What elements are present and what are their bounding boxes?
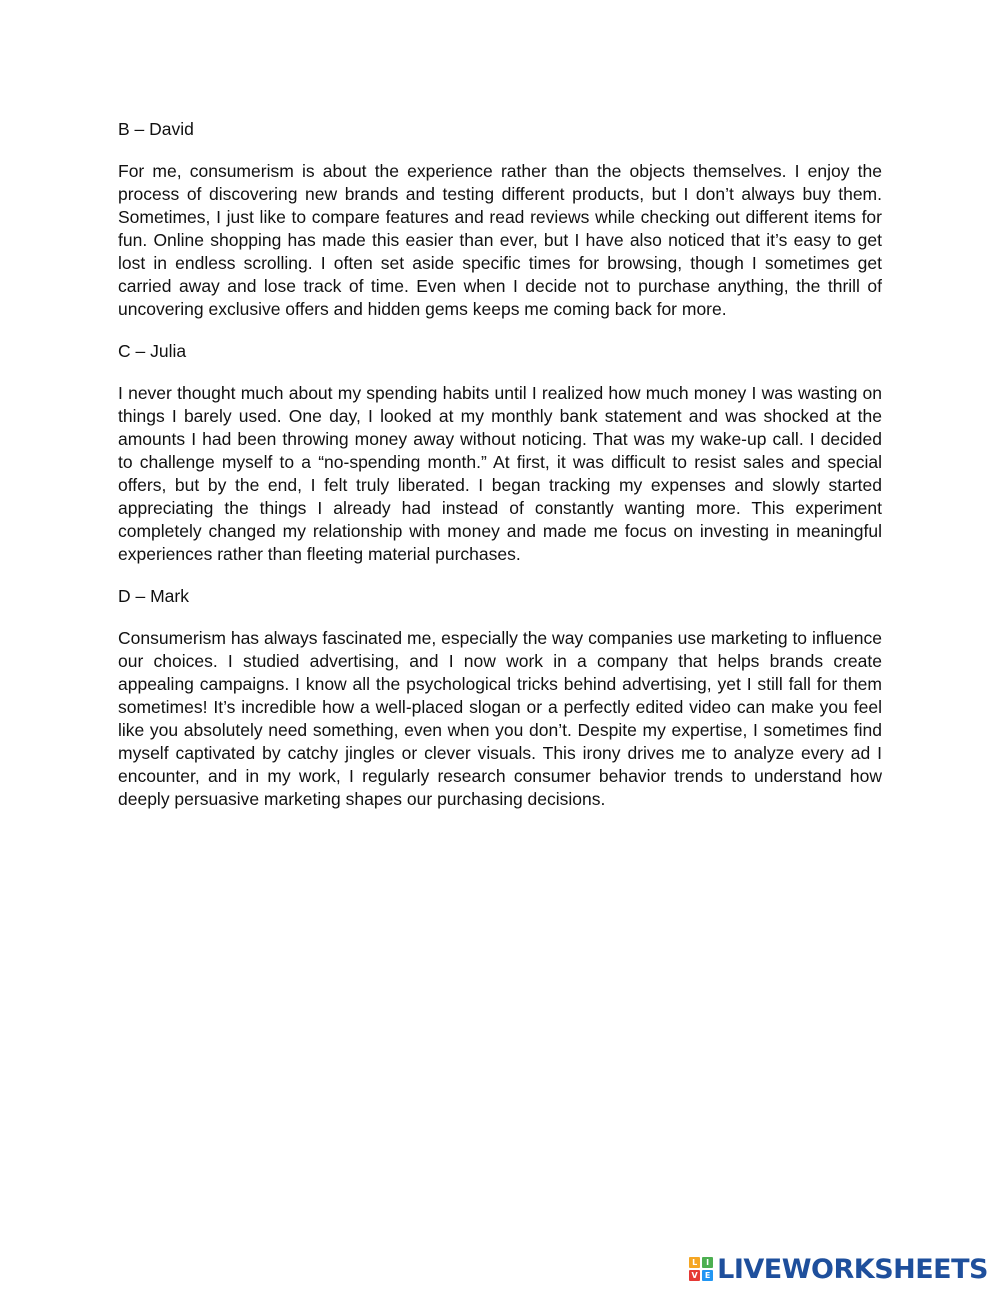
logo-mark-cell: L [689, 1257, 700, 1268]
logo-mark-cell: E [702, 1270, 713, 1281]
section-paragraph: Consumerism has always fascinated me, especially the way companies use marketing to influence our choices. I studied advertising, and I now work in a company that helps brands create appealing campaigns. I know all the psychological tricks behind advertising, yet I still fall for them sometimes! It’s incredible how a well-placed slogan or a perfectly edited video can make you feel like you absolutely need something, even when you don’t. Despite my expertise, I sometimes find myself captivated by catchy jingles or clever visuals. This irony drives me to analyze every ad I encounter, and in my work, I regularly research consumer behavior trends to understand how deeply persuasive marketing shapes our purchasing decisions. [118, 628, 882, 809]
logo-mark-cell: V [689, 1270, 700, 1281]
section-paragraph: For me, consumerism is about the experience rather than the objects themselves. I enjoy the process of discovering new brands and testing different products, but I don’t always buy them. Sometimes, I just like to compare features and read reviews while checking out different items for fun. Online shopping has made this easier than ever, but I have also noticed that it’s easy to get lost in endless scrolling. I often set aside specific times for browsing, though I sometimes get carried away and lose track of time. Even when I decide not to purchase anything, the thrill of uncovering exclusive offers and hidden gems keeps me coming back for more. [118, 161, 882, 319]
logo-mark-cell: I [702, 1257, 713, 1268]
section-heading: C – Julia [118, 341, 187, 361]
logo-mark-icon [689, 1257, 713, 1281]
section-heading: B – David [118, 119, 194, 139]
reading-text [118, 118, 882, 830]
section-david [118, 118, 882, 321]
logo-text: LIVEWORKSHEETS [717, 1253, 988, 1285]
section-mark [118, 585, 882, 811]
section-paragraph: I never thought much about my spending habits until I realized how much money I was wasting on things I barely used. One day, I looked at my monthly bank statement and was shocked at the amounts I had been throwing money away without noticing. That was my wake-up call. I decided to challenge myself to a “no-spending month.” At first, it was difficult to resist sales and special offers, but by the end, I felt truly liberated. I began tracking my expenses and slowly started appreciating the things I already had instead of constantly wanting more. This experiment completely changed my relationship with money and made me focus on investing in meaningful experiences rather than fleeting material purchases. [118, 383, 882, 564]
liveworksheets-logo [689, 1254, 988, 1284]
section-heading: D – Mark [118, 586, 189, 606]
section-julia [118, 340, 882, 566]
